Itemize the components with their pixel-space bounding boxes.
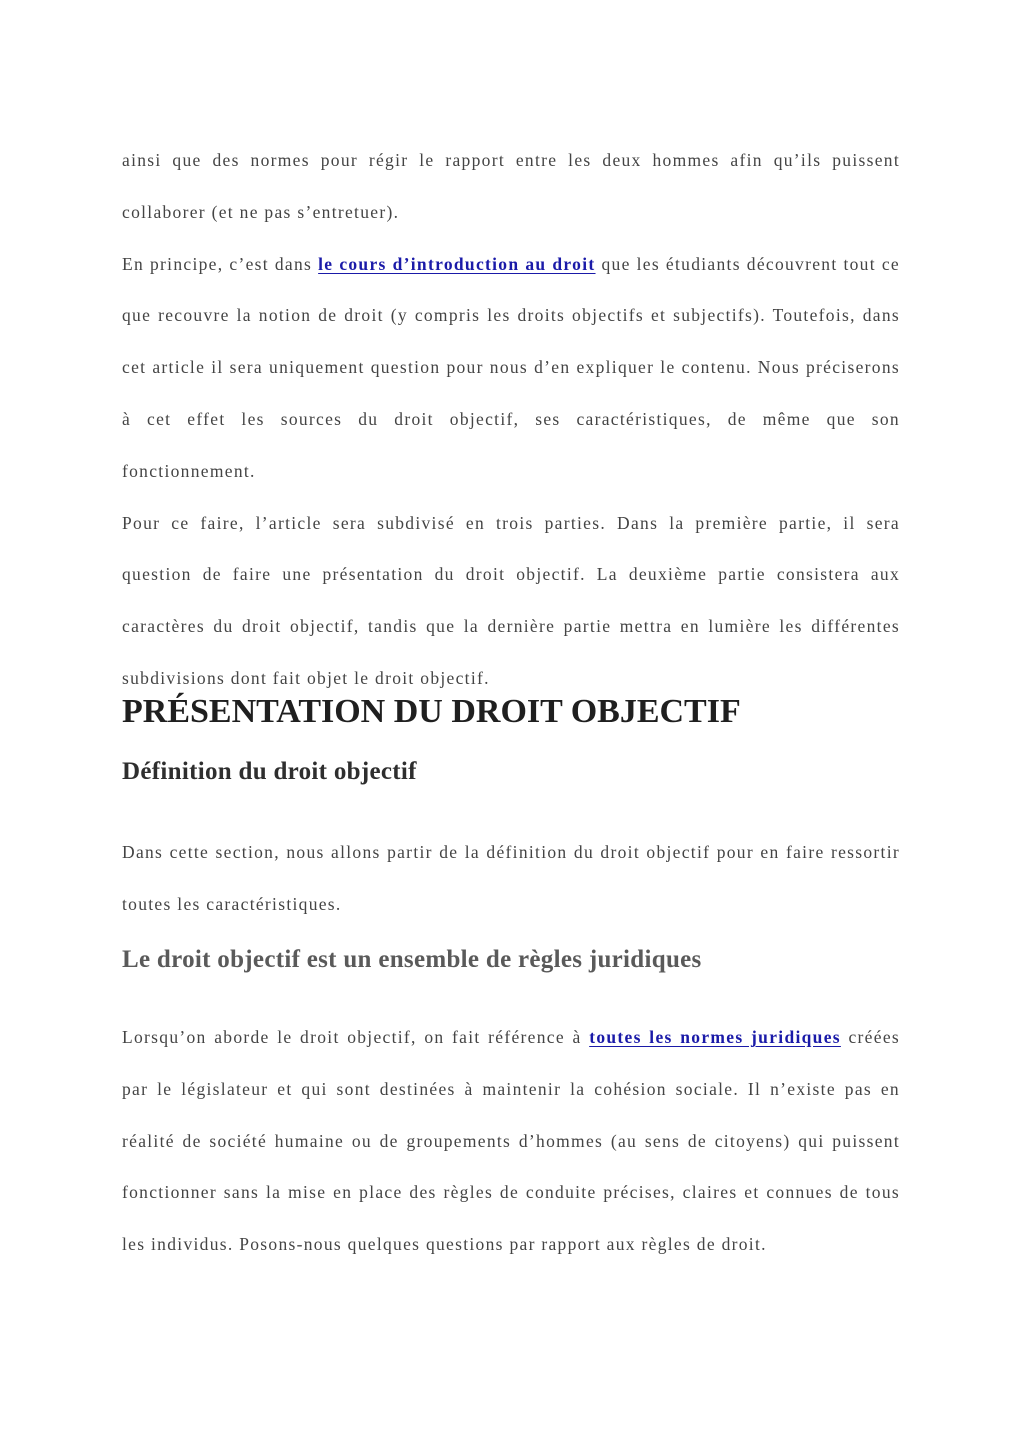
intro-paragraph-2 bbox=[122, 239, 900, 498]
intro-block bbox=[122, 135, 900, 705]
intro-paragraph-2-end: que les étudiants découvrent tout ce que recouvre la notion de droit (y compris les droits objectifs et subjectifs). Toutefois, dans cet article il sera uniquement question pour nous d’en expliquer le contenu. Nous préciserons à cet effet les sources du droit objectif, ses caractéristiques, de même que son fonctionnement. bbox=[122, 253, 900, 481]
definition-paragraph: Dans cette section, nous allons partir de la définition du droit objectif pour en faire ressortir toutes les caractéristiques. bbox=[122, 842, 900, 914]
rules-paragraph bbox=[122, 1012, 900, 1271]
legal-norms-link[interactable]: toutes les normes juridiques bbox=[589, 1027, 841, 1047]
subsection-title-rules: Le droit objectif est un ensemble de règles juridiques bbox=[122, 946, 702, 973]
rules-paragraph-end: créées par le législateur et qui sont destinées à maintenir la cohésion sociale. Il n’existe pas en réalité de société humaine ou de groupements d’hommes (au sens de citoyens) qui puissent fonctionner sans la mise en place des règles de conduite précises, claires et connues de tous les individus. Posons-nous quelques questions par rapport aux règles de droit. bbox=[122, 1027, 900, 1255]
subsection-title-definition: Définition du droit objectif bbox=[122, 758, 417, 785]
intro-paragraph-1: ainsi que des normes pour régir le rapport entre les deux hommes afin qu’ils puissent collaborer (et ne pas s’entretuer). bbox=[122, 150, 900, 222]
rules-block bbox=[122, 1012, 900, 1271]
definition-block bbox=[122, 827, 900, 931]
intro-paragraph-3: Pour ce faire, l’article sera subdivisé en trois parties. Dans la première partie, il sera question de faire une présentation du droit objectif. La deuxième partie consistera aux caractères du droit objectif, tandis que la dernière partie mettra en lumière les différentes subdivisions dont fait objet le droit objectif. bbox=[122, 512, 900, 688]
course-link[interactable]: le cours d’introduction au droit bbox=[318, 253, 596, 274]
section-title: PRÉSENTATION DU DROIT OBJECTIF bbox=[122, 693, 741, 730]
rules-paragraph-start: Lorsqu’on aborde le droit objectif, on fait référence à bbox=[122, 1027, 590, 1047]
intro-paragraph-2-start: En principe, c’est dans bbox=[122, 253, 319, 274]
